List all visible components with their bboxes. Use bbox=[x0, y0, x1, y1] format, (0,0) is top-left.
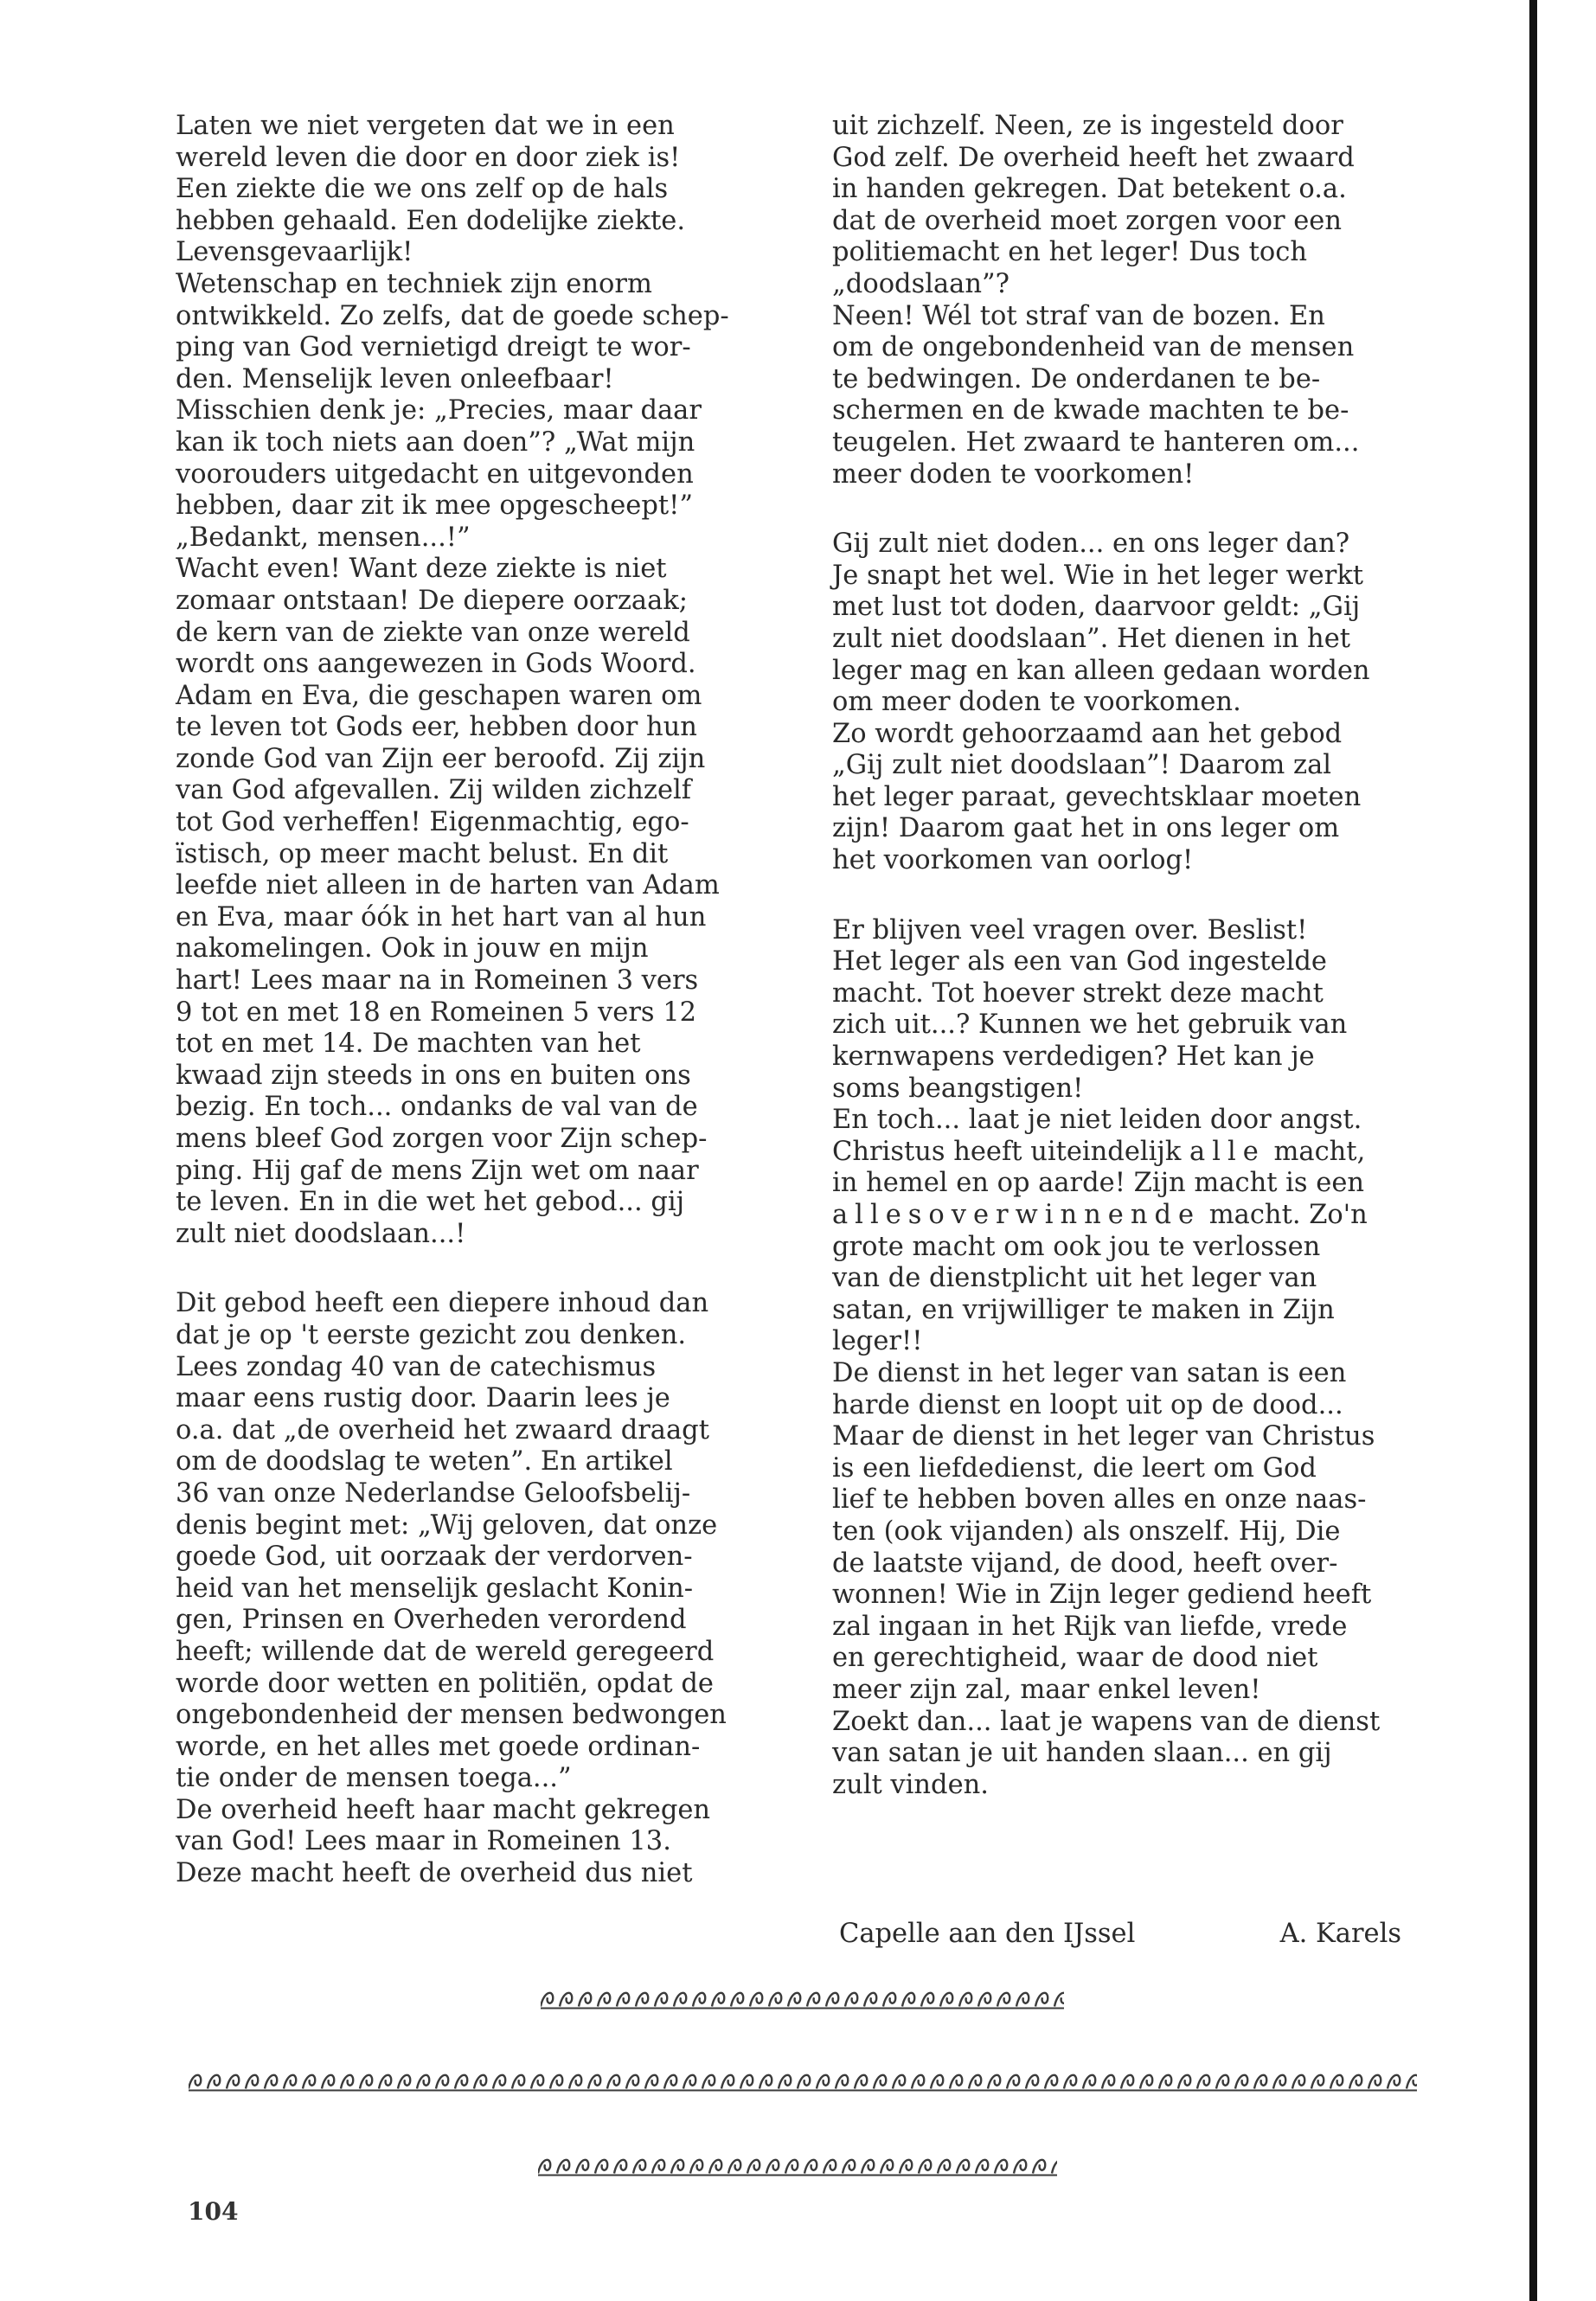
text-line: nakomelingen. Ook in jouw en mijn bbox=[176, 933, 649, 965]
left-column bbox=[176, 111, 755, 1890]
ornament-divider-middle bbox=[189, 2067, 1417, 2097]
text-line: om de ongebondenheid van de mensen bbox=[832, 332, 1355, 363]
text-line: uit zichzelf. Neen, ze is ingesteld door bbox=[832, 111, 1343, 141]
text-line: wordt ons aangewezen in Gods Woord. bbox=[176, 649, 696, 680]
text-line: heeft; willende dat de wereld geregeerd bbox=[176, 1636, 715, 1667]
text-line: Adam en Eva, die geschapen waren om bbox=[176, 680, 702, 711]
text-line: heid van het menselijk geslacht Konin- bbox=[176, 1573, 694, 1604]
text-line: wereld leven die door en door ziek is! bbox=[176, 142, 681, 173]
text-line: zijn! Daarom gaat het in ons leger om bbox=[832, 813, 1340, 844]
wave-ornament-icon bbox=[541, 1985, 1064, 2015]
text-line: satan, en vrijwilliger te maken in Zijn bbox=[832, 1294, 1335, 1325]
text-line: leger!! bbox=[832, 1326, 923, 1357]
text-line: denis begint met: „Wij geloven, dat onze bbox=[176, 1509, 718, 1541]
text-line: o.a. dat „de overheid het zwaard draagt bbox=[176, 1414, 709, 1445]
text-line: lief te hebben boven alles en onze naas- bbox=[832, 1484, 1367, 1516]
text-line: de laatste vijand, de dood, heeft over- bbox=[832, 1548, 1338, 1579]
text-line: Er blijven veel vragen over. Beslist! bbox=[832, 914, 1308, 945]
text-line: En toch... laat je niet leiden door angst. bbox=[832, 1105, 1362, 1136]
paragraph-break bbox=[176, 1250, 755, 1288]
signature bbox=[839, 1919, 1401, 1950]
text-line: De overheid heeft haar macht gekregen bbox=[176, 1794, 711, 1825]
right-column bbox=[832, 111, 1405, 1801]
wave-ornament-icon bbox=[538, 2152, 1057, 2182]
text-line: dat je op 't eerste gezicht zou denken. bbox=[176, 1319, 687, 1350]
text-line: Je snapt het wel. Wie in het leger werkt bbox=[832, 560, 1364, 591]
text-line: zult vinden. bbox=[832, 1769, 989, 1800]
text-line: ping. Hij gaf de mens Zijn wet om naar bbox=[176, 1155, 699, 1186]
text-line: zult niet doodslaan...! bbox=[176, 1218, 466, 1249]
text-line: 36 van onze Nederlandse Geloofsbelij- bbox=[176, 1477, 691, 1509]
text-line: bezig. En toch... ondanks de val van de bbox=[176, 1092, 698, 1123]
text-line: te leven tot Gods eer, hebben door hun bbox=[176, 712, 697, 743]
text-line: Levensgevaarlijk! bbox=[176, 237, 413, 268]
text-line: Zoekt dan... laat je wapens van de dienst bbox=[832, 1706, 1381, 1737]
text-line: ping van God vernietigd dreigt te wor- bbox=[176, 332, 691, 363]
text-line: Dit gebod heeft een diepere inhoud dan bbox=[176, 1288, 709, 1319]
text-line: Christus heeft uiteindelijk alle macht, bbox=[832, 1136, 1366, 1167]
text-line: te leven. En in die wet het gebod... gij bbox=[176, 1187, 685, 1218]
text-line: van de dienstplicht uit het leger van bbox=[832, 1263, 1317, 1294]
text-line: in hemel en op aarde! Zijn macht is een bbox=[832, 1168, 1365, 1199]
text-line: Een ziekte die we ons zelf op de hals bbox=[176, 174, 669, 205]
text-line: ten (ook vijanden) als onszelf. Hij, Die bbox=[832, 1516, 1341, 1547]
text-line: wonnen! Wie in Zijn leger gediend heeft bbox=[832, 1580, 1372, 1611]
text-line: schermen en de kwade machten te be- bbox=[832, 395, 1349, 426]
text-line: Het leger als een van God ingestelde bbox=[832, 946, 1327, 977]
text-line: zomaar ontstaan! De diepere oorzaak; bbox=[176, 585, 689, 616]
text-line: politiemacht en het leger! Dus toch bbox=[832, 237, 1307, 268]
text-line: is een liefdedienst, die leert om God bbox=[832, 1452, 1317, 1484]
text-line: maar eens rustig door. Daarin lees je bbox=[176, 1383, 670, 1414]
text-line: soms beangstigen! bbox=[832, 1073, 1084, 1104]
text-line: „Bedankt, mensen...!” bbox=[176, 522, 471, 553]
text-line: Zo wordt gehoorzaamd aan het gebod bbox=[832, 718, 1343, 749]
text-line: om de doodslag te weten”. En artikel bbox=[176, 1446, 673, 1477]
text-line: allesoverwinnende macht. Zo'n bbox=[832, 1200, 1368, 1230]
text-line: kernwapens verdedigen? Het kan je bbox=[832, 1042, 1315, 1073]
signature-author: A. Karels bbox=[1279, 1919, 1401, 1949]
page-number: 104 bbox=[188, 2197, 239, 2226]
text-line: leefde niet alleen in de harten van Adam bbox=[176, 870, 720, 901]
text-line: goede God, uit oorzaak der verdorven- bbox=[176, 1541, 693, 1573]
text-line: leger mag en kan alleen gedaan worden bbox=[832, 655, 1370, 686]
text-line: Deze macht heeft de overheid dus niet bbox=[176, 1858, 693, 1889]
text-line: teugelen. Het zwaard te hanteren om... bbox=[832, 426, 1360, 458]
text-line: worde, en het alles met goede ordinan- bbox=[176, 1731, 701, 1762]
text-line: Laten we niet vergeten dat we in een bbox=[176, 111, 675, 141]
text-line: hebben gehaald. Een dodelijke ziekte. bbox=[176, 205, 686, 236]
wave-ornament-icon bbox=[189, 2067, 1417, 2097]
text-line: Misschien denk je: „Precies, maar daar bbox=[176, 395, 702, 426]
text-line: „doodslaan”? bbox=[832, 268, 1010, 299]
paragraph-break bbox=[832, 877, 1405, 915]
text-line: hart! Lees maar na in Romeinen 3 vers bbox=[176, 965, 699, 997]
text-line: grote macht om ook jou te verlossen bbox=[832, 1231, 1321, 1262]
page-edge-bar bbox=[1529, 0, 1537, 2301]
text-line: zal ingaan in het Rijk van liefde, vrede bbox=[832, 1611, 1348, 1642]
text-line: het voorkomen van oorlog! bbox=[832, 845, 1194, 876]
text-line: te bedwingen. De onderdanen te be- bbox=[832, 363, 1321, 394]
text-line: harde dienst en loopt uit op de dood... bbox=[832, 1389, 1343, 1420]
text-line: worde door wetten en politiën, opdat de bbox=[176, 1668, 714, 1699]
text-line: tot en met 14. De machten van het bbox=[176, 1029, 641, 1060]
text-line: om meer doden te voorkomen. bbox=[832, 687, 1241, 718]
paragraph-break bbox=[832, 490, 1405, 529]
text-line: van God! Lees maar in Romeinen 13. bbox=[176, 1826, 671, 1857]
text-line: van satan je uit handen slaan... en gij bbox=[832, 1738, 1332, 1769]
text-line: den. Menselijk leven onleefbaar! bbox=[176, 363, 614, 394]
text-line: meer doden te voorkomen! bbox=[832, 458, 1195, 490]
text-line: kwaad zijn steeds in ons en buiten ons bbox=[176, 1060, 691, 1091]
text-line: zich uit...? Kunnen we het gebruik van bbox=[832, 1009, 1348, 1041]
text-line: Wacht even! Want deze ziekte is niet bbox=[176, 554, 667, 585]
text-line: gen, Prinsen en Overheden verordend bbox=[176, 1605, 687, 1636]
text-line: Neen! Wél tot straf van de bozen. En bbox=[832, 300, 1325, 331]
text-line: mens bleef God zorgen voor Zijn schep- bbox=[176, 1124, 708, 1154]
text-line: Gij zult niet doden... en ons leger dan? bbox=[832, 529, 1350, 560]
text-line: meer zijn zal, maar enkel leven! bbox=[832, 1674, 1261, 1705]
text-line: en Eva, maar óók in het hart van al hun bbox=[176, 901, 707, 933]
text-line: 9 tot en met 18 en Romeinen 5 vers 12 bbox=[176, 997, 697, 1028]
text-line: kan ik toch niets aan doen”? „Wat mijn bbox=[176, 426, 695, 458]
text-line: de kern van de ziekte van onze wereld bbox=[176, 617, 690, 648]
text-line: macht. Tot hoever strekt deze macht bbox=[832, 977, 1324, 1009]
text-line: De dienst in het leger van satan is een bbox=[832, 1357, 1347, 1388]
text-line: het leger paraat, gevechtsklaar moeten bbox=[832, 781, 1362, 812]
text-line: tot God verheffen! Eigenmachtig, ego- bbox=[176, 807, 689, 838]
text-line: Lees zondag 40 van de catechismus bbox=[176, 1351, 657, 1382]
text-line: zult niet doodslaan”. Het dienen in het bbox=[832, 623, 1350, 654]
text-line: hebben, daar zit ik mee opgescheept!” bbox=[176, 490, 693, 522]
text-line: „Gij zult niet doodslaan”! Daarom zal bbox=[832, 750, 1332, 781]
text-line: met lust tot doden, daarvoor geldt: „Gij bbox=[832, 592, 1361, 623]
text-line: ontwikkeld. Zo zelfs, dat de goede schep- bbox=[176, 300, 729, 331]
text-line: ïstisch, op meer macht belust. En dit bbox=[176, 838, 669, 869]
text-line: en gerechtigheid, waar de dood niet bbox=[832, 1643, 1318, 1674]
text-line: Maar de dienst in het leger van Christus bbox=[832, 1421, 1375, 1452]
text-line: ongebondenheid der mensen bedwongen bbox=[176, 1700, 727, 1731]
text-line: tie onder de mensen toega...” bbox=[176, 1763, 572, 1794]
ornament-divider-top bbox=[541, 1985, 1064, 2015]
text-line: God zelf. De overheid heeft het zwaard bbox=[832, 142, 1355, 173]
text-line: Wetenschap en techniek zijn enorm bbox=[176, 268, 652, 299]
signature-place: Capelle aan den IJssel bbox=[839, 1919, 1136, 1949]
text-line: zonde God van Zijn eer beroofd. Zij zijn bbox=[176, 743, 706, 774]
text-line: van God afgevallen. Zij wilden zichzelf bbox=[176, 775, 692, 806]
text-line: dat de overheid moet zorgen voor een bbox=[832, 205, 1343, 236]
text-line: in handen gekregen. Dat betekent o.a. bbox=[832, 174, 1347, 205]
ornament-divider-bottom bbox=[538, 2152, 1057, 2182]
text-line: voorouders uitgedacht en uitgevonden bbox=[176, 458, 694, 490]
